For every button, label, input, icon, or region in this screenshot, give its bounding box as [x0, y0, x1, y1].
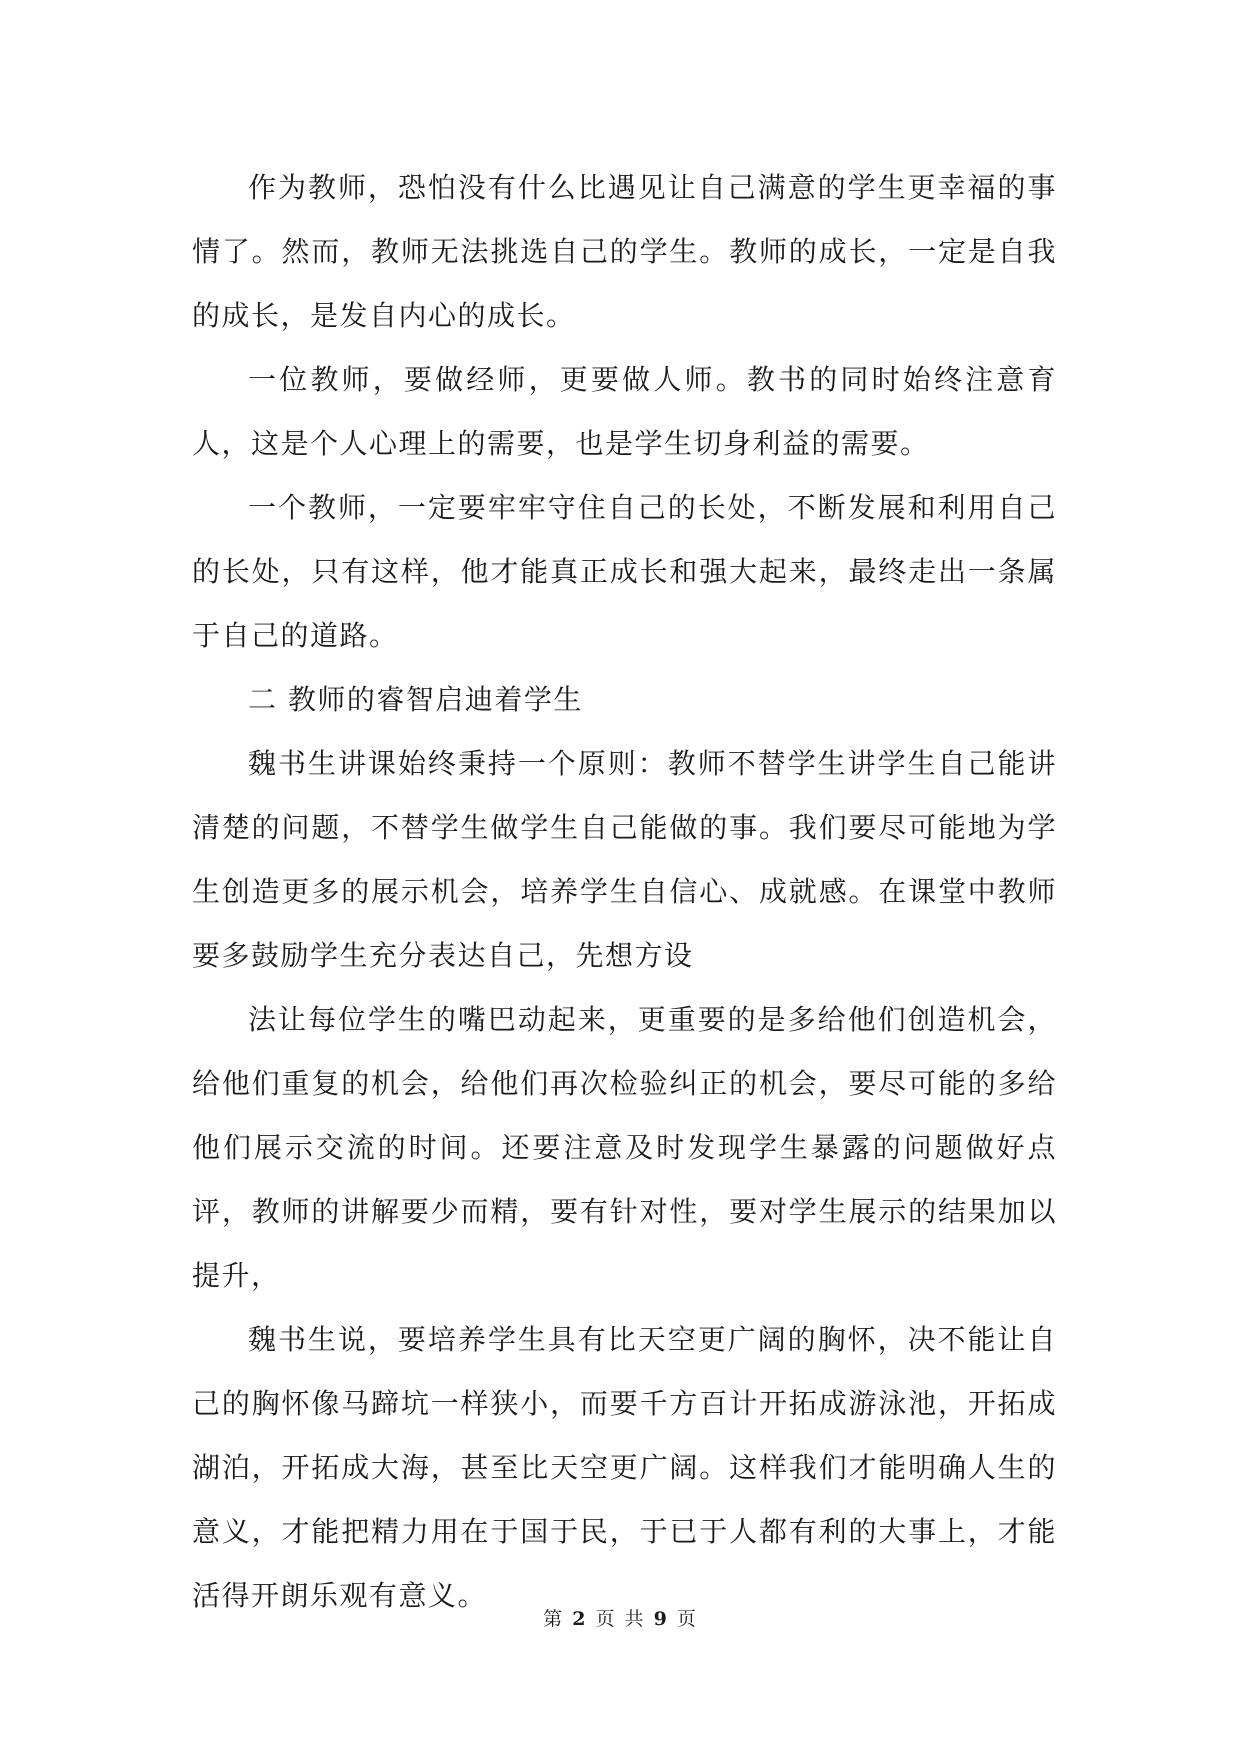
page-footer — [0, 1607, 1241, 1631]
paragraph-4: 魏书生讲课始终秉持一个原则：教师不替学生讲学生自己能讲清楚的问题，不替学生做学生自己能做的事。我们要尽可能地为学生创造更多的展示机会，培养学生自信心、成就感。在课堂中教师要多鼓励学生充分表达自己，先想方设 — [192, 747, 1057, 972]
paragraph-3: 一个教师，一定要牢牢守住自己的长处，不断发展和利用自己的长处，只有这样，他才能真正成长和强大起来，最终走出一条属于自己的道路。 — [192, 491, 1057, 652]
footer-middle: 页 共 — [595, 1608, 646, 1630]
total-page-number: 9 — [653, 1608, 669, 1630]
current-page-number: 2 — [572, 1608, 588, 1630]
footer-prefix: 第 — [543, 1608, 565, 1630]
paragraph-5: 法让每位学生的嘴巴动起来，更重要的是多给他们创造机会，给他们重复的机会，给他们再次检验纠正的机会，要尽可能的多给他们展示交流的时间。还要注意及时发现学生暴露的问题做好点评，教师的讲解要少而精，要有针对性，要对学生展示的结果加以提升， — [192, 1003, 1057, 1292]
document-body — [192, 156, 1057, 1628]
footer-suffix: 页 — [676, 1608, 698, 1630]
paragraph-6: 魏书生说，要培养学生具有比天空更广阔的胸怀，决不能让自己的胸怀像马蹄坑一样狭小，而要千方百计开拓成游泳池，开拓成湖泊，开拓成大海，甚至比天空更广阔。这样我们才能明确人生的意义，才能把精力用在于国于民，于已于人都有利的大事上，才能活得开朗乐观有意义。 — [192, 1323, 1057, 1612]
paragraph-1: 作为教师，恐怕没有什么比遇见让自己满意的学生更幸福的事情了。然而，教师无法挑选自己的学生。教师的成长，一定是自我的成长，是发自内心的成长。 — [192, 171, 1057, 332]
section-heading: 二 教师的睿智启迪着学生 — [248, 683, 583, 716]
paragraph-2: 一位教师，要做经师，更要做人师。教书的同时始终注意育人，这是个人心理上的需要，也是学生切身利益的需要。 — [192, 363, 1057, 460]
